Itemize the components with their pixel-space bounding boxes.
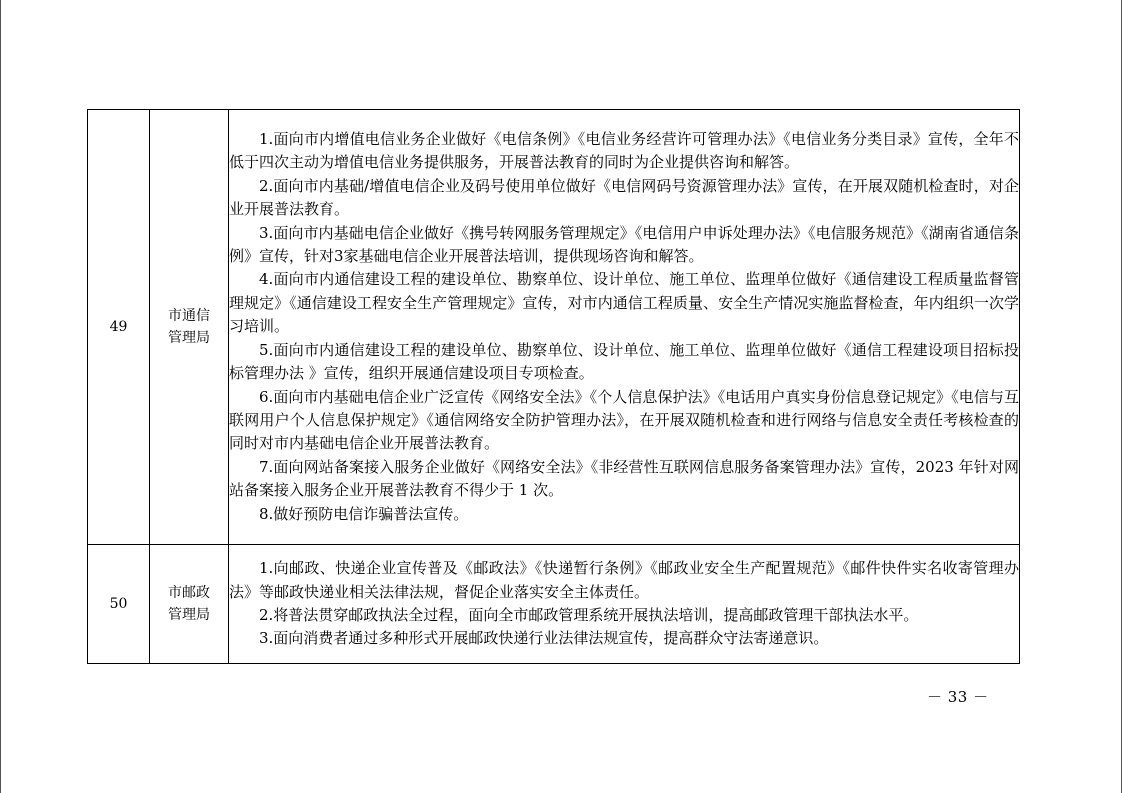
- list-item: 1.向邮政、快递企业宣传普及《邮政法》《快递暂行条例》《邮政业安全生产配置规范》《邮件快件实名收寄管理办法》等邮政快递业相关法律法规，督促企业落实安全主体责任。: [229, 559, 1019, 601]
- table-row: [88, 110, 1020, 545]
- list-item: 1.面向市内增值电信业务企业做好《电信条例》《电信业务经营许可管理办法》《电信业务分类目录》宣传，全年不低于四次主动为增值电信业务提供服务，开展普法教育的同时为企业提供咨询和解答。: [229, 130, 1019, 172]
- row-number-cell: 50: [88, 545, 150, 664]
- list-item: 7.面向网站备案接入服务企业做好《网络安全法》《非经营性互联网信息服务备案管理办法》宣传，2023 年针对网站备案接入服务企业开展普法教育不得少于 1 次。: [229, 457, 1019, 500]
- page-edge-left: [0, 0, 1, 793]
- list-item: 8.做好预防电信诈骗普法宣传。: [259, 504, 469, 523]
- unit-cell: [150, 545, 229, 664]
- list-item: 3.面向消费者通过多种形式开展邮政快递行业法律法规宣传，提高群众守法寄递意识。: [259, 629, 829, 648]
- content-cell: [229, 110, 1020, 545]
- row-number-cell: 49: [88, 110, 150, 545]
- list-item: 5.面向市内通信建设工程的建设单位、勘察单位、设计单位、施工单位、监理单位做好《通信工程建设项目招标投标管理办法 》宣传，组织开展通信建设项目专项检查。: [229, 340, 1019, 383]
- unit-cell: [150, 110, 229, 545]
- unit-name: 市邮政管理局: [168, 585, 210, 623]
- unit-name: 市通信管理局: [168, 308, 210, 346]
- responsibility-table: [87, 109, 1020, 664]
- list-item: 6.面向市内基础电信企业广泛宣传《网络安全法》《个人信息保护法》《电话用户真实身份信息登记规定》《电信与互联网用户个人信息保护规定》《通信网络安全防护管理办法》，在开展双随机检查和进行网络与信息安全责任考核检查的同时对市内基础电信企业开展普法教育。: [229, 387, 1019, 453]
- list-item: 3.面向市内基础电信企业做好《携号转网服务管理规定》《电信用户申诉处理办法》《电信服务规范》《湖南省通信条例》宣传，针对3家基础电信企业开展普法培训，提供现场咨询和解答。: [229, 223, 1019, 266]
- list-item: 4.面向市内通信建设工程的建设单位、勘察单位、设计单位、施工单位、监理单位做好《通信建设工程质量监督管理规定》《通信建设工程安全生产管理规定》宣传，对市内通信工程质量、安全生产情况实施监督检查，年内组织一次学习培训。: [229, 270, 1019, 336]
- list-item: 2.面向市内基础/增值电信企业及码号使用单位做好《电信网码号资源管理办法》宣传，在开展双随机检查时，对企业开展普法教育。: [229, 176, 1019, 219]
- content-cell: [229, 545, 1020, 664]
- table-row: [88, 545, 1020, 664]
- page-number: － 33 －: [927, 688, 989, 706]
- list-item: 2.将普法贯穿邮政执法全过程，面向全市邮政管理系统开展执法培训，提高邮政管理干部执法水平。: [259, 606, 919, 624]
